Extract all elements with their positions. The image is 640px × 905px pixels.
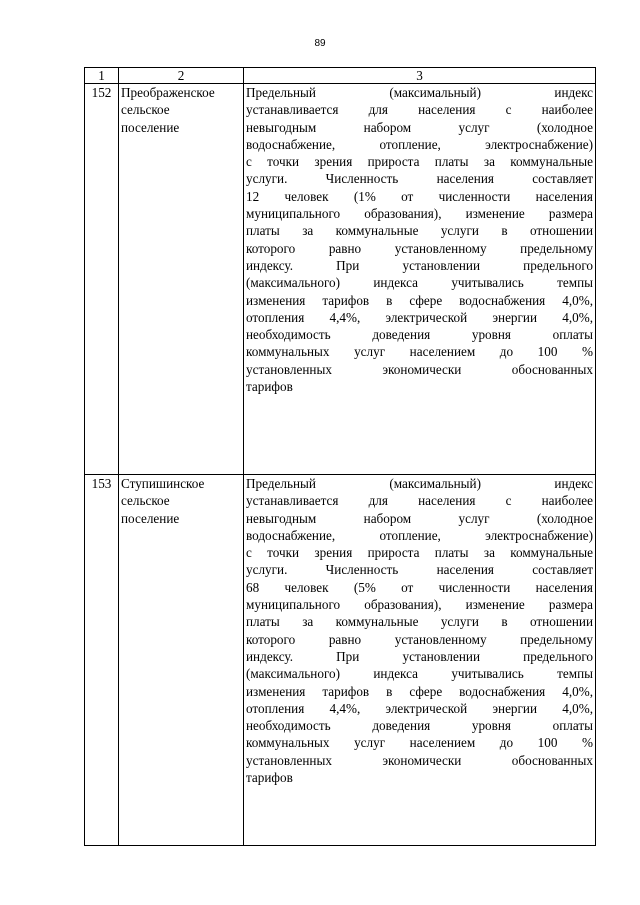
settlement-name — [119, 475, 244, 846]
description-line: устанавливается для населения с наиболее — [246, 102, 593, 118]
settlement-name-line: сельское — [121, 493, 170, 509]
description-line: которого равно установленному предельному — [246, 631, 593, 647]
description-line: Предельный (максимальный) индекс — [246, 85, 593, 100]
description-line: муниципального образования), изменение размера — [246, 206, 593, 222]
row-number: 153 — [85, 475, 119, 846]
page-number: 89 — [314, 38, 326, 49]
description-line: с точки зрения прироста платы за коммунальные — [246, 154, 593, 170]
description-line: отопления 4,4%, электрической энергии 4,0%, — [246, 700, 593, 716]
description-line: платы за коммунальные услуги в отношении — [246, 614, 593, 630]
description-line: изменения тарифов в сфере водоснабжения 4,0%, — [246, 683, 593, 699]
tariff-index-table — [84, 67, 596, 846]
description-line: с точки зрения прироста платы за коммунальные — [246, 545, 593, 561]
settlement-name-line: Ступишинское — [121, 476, 205, 491]
column-header-2: 2 — [119, 68, 244, 84]
description-line: индексу. При установлении предельного — [246, 648, 593, 664]
column-header-3: 3 — [244, 68, 596, 84]
description-line: невыгодным набором услуг (холодное — [246, 510, 593, 526]
description-line: невыгодным набором услуг (холодное — [246, 119, 593, 135]
settlement-name-line: Преображенское — [121, 85, 215, 100]
description-line: водоснабжение, отопление, электроснабжение) — [246, 136, 593, 152]
index-description — [244, 84, 596, 475]
description-line: 68 человек (5% от численности населения — [246, 579, 593, 595]
table-row — [85, 475, 596, 846]
description-line: устанавливается для населения с наиболее — [246, 493, 593, 509]
description-line: коммунальных услуг населением до 100 % — [246, 344, 593, 360]
description-line: необходимость доведения уровня оплаты — [246, 327, 593, 343]
description-line: изменения тарифов в сфере водоснабжения 4,0%, — [246, 292, 593, 308]
description-line: водоснабжение, отопление, электроснабжение) — [246, 527, 593, 543]
settlement-name-line: поселение — [121, 510, 180, 526]
description-line: услуги. Численность населения составляет — [246, 171, 593, 187]
description-line: индексу. При установлении предельного — [246, 257, 593, 273]
table-header-row — [85, 68, 596, 84]
description-line: (максимального) индекса учитывались темпы — [246, 666, 593, 682]
settlement-name-line: сельское — [121, 102, 170, 118]
description-line: 12 человек (1% от численности населения — [246, 188, 593, 204]
description-line: которого равно установленному предельному — [246, 240, 593, 256]
table-row — [85, 84, 596, 475]
description-line: тарифов — [246, 379, 293, 395]
row-number: 152 — [85, 84, 119, 475]
description-line: Предельный (максимальный) индекс — [246, 476, 593, 491]
description-line: коммунальных услуг населением до 100 % — [246, 735, 593, 751]
description-line: необходимость доведения уровня оплаты — [246, 718, 593, 734]
description-line: муниципального образования), изменение размера — [246, 597, 593, 613]
description-line: платы за коммунальные услуги в отношении — [246, 223, 593, 239]
description-line: (максимального) индекса учитывались темпы — [246, 275, 593, 291]
index-description — [244, 475, 596, 846]
description-line: тарифов — [246, 770, 293, 786]
column-header-1: 1 — [85, 68, 119, 84]
settlement-name — [119, 84, 244, 475]
description-line: установленных экономически обоснованных — [246, 752, 593, 768]
description-line: установленных экономически обоснованных — [246, 361, 593, 377]
description-line: отопления 4,4%, электрической энергии 4,0%, — [246, 309, 593, 325]
settlement-name-line: поселение — [121, 119, 180, 135]
description-line: услуги. Численность населения составляет — [246, 562, 593, 578]
